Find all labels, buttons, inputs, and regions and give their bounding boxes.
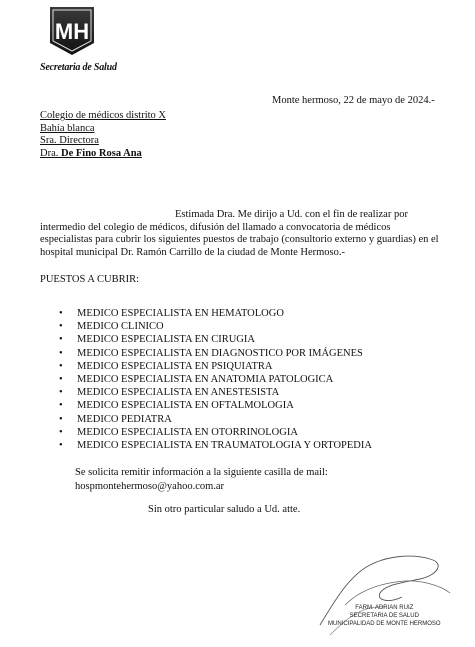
recipient-line-4 [40,148,166,161]
request-block [75,466,328,494]
position-item: • MEDICO ESPECIALISTA EN PSIQUIATRA [59,360,372,373]
stamp-title: SECRETARIA DE SALUD [349,613,419,619]
body-paragraph: intermedio del colegio de médicos, difusión del llamado a convocatoria de médicos especialistas para cubrir los siguientes puestos de trabajo (consultorio externo y guardias) en el hospital municipal Dr. Ramón Carrillo de la ciudad de Monte Hermoso.- [40,221,439,258]
department-name: Secretaria de Salud [40,62,117,73]
request-line: Se solicita remitir información a la siguiente casilla de mail: [75,467,328,478]
official-stamp [328,604,441,628]
municipal-logo [48,6,96,56]
positions-list [59,307,372,452]
handwritten-signature [290,545,465,645]
recipient-block [40,110,166,160]
stamp-org: MUNICIPALIDAD DE MONTE HERMOSO [328,621,441,627]
position-item: • MEDICO PEDIATRA [59,413,372,426]
positions-heading: PUESTOS A CUBRIR: [40,274,140,285]
recipient-line-3: Sra. Directora [40,135,99,146]
contact-email: hospmontehermoso@yahoo.com.ar [75,481,225,492]
position-item: • MEDICO ESPECIALISTA EN OTORRINOLOGIA [59,426,372,439]
closing-line: Sin otro particular saludo a Ud. atte. [148,504,301,515]
letter-body [40,209,440,259]
position-item: • MEDICO ESPECIALISTA EN ANATOMIA PATOLOGICA [59,373,372,386]
recipient-line-1: Colegio de médicos distrito X [40,110,166,121]
position-item: • MEDICO ESPECIALISTA EN OFTALMOLOGIA [59,399,372,412]
letter-date: Monte hermoso, 22 de mayo de 2024.- [272,95,435,106]
logo-text: MH [54,19,90,44]
position-item: • MEDICO ESPECIALISTA EN CIRUGIA [59,333,372,346]
stamp-name: FARM. ADRIAN RUIZ [355,605,414,611]
recipient-line-2: Bahía blanca [40,122,95,134]
greeting-text: Estimada Dra. Me dirijo a Ud. con el fin de realizar por [175,209,408,220]
recipient-title: Dra. [40,147,61,159]
greeting-line [40,209,440,222]
position-item: • MEDICO ESPECIALISTA EN ANESTESISTA [59,386,372,399]
position-item: • MEDICO ESPECIALISTA EN DIAGNOSTICO POR IMÁGENES [59,347,372,360]
position-item: • MEDICO ESPECIALISTA EN TRAUMATOLOGIA Y ORTOPEDIA [59,439,372,452]
position-item: • MEDICO CLINICO [59,320,372,333]
recipient-name: De Fino Rosa Ana [61,147,142,159]
position-item: • MEDICO ESPECIALISTA EN HEMATOLOGO [59,307,372,320]
